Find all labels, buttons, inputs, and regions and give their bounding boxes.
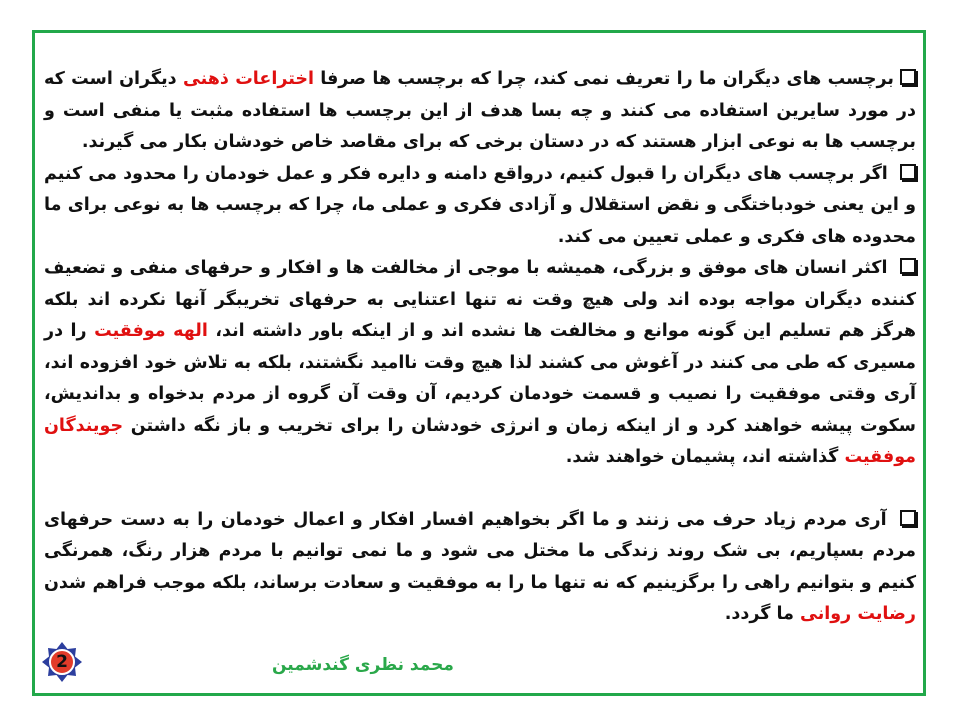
paragraph-2 <box>44 159 916 254</box>
paragraph-1 <box>44 64 916 159</box>
paragraph-3-text-c: گذاشته اند، پشیمان خواهند شد. <box>565 447 845 467</box>
checkbox-bullet-icon <box>900 69 916 85</box>
checkbox-bullet-icon <box>900 258 916 274</box>
page-number: 2 <box>56 652 68 672</box>
paragraph-4-text-b: ما گردد. <box>724 604 801 624</box>
page-number-badge <box>40 640 84 684</box>
checkbox-bullet-icon <box>900 510 916 526</box>
paragraph-3 <box>44 253 916 474</box>
slide-content <box>44 64 916 631</box>
paragraph-4 <box>44 505 916 631</box>
paragraph-3-text-b: را در مسیری که طی می کنند در آغوش می کشند لذا هیچ وقت ناامید نگشتند، بلکه به تلاش خود افزوده اند، آری وقتی موفقیت را نصیب و قسمت خودمان کردیم، آن وقت آن گروه از مردم بدخواه و بداندیش، سکوت پیشه خواهند کرد و از اینکه زمان و انرژی خودشان را برای تخریب و باز نگه داشتن <box>44 321 916 436</box>
paragraph-3-text-a: اکثر انسان های موفق و بزرگی، همیشه با موجی از مخالفت ها و افکار و حرفهای منفی و تضعیف کننده دیگران مواجه بوده اند ولی هیچ وقت نه تنها اعتنایی به حرفهای تخریبگر آنها نکرده اند بلکه هرگز هم تسلیم این گونه موانع و مخالفت ها نشده اند و از اینکه باور داشته اند، <box>44 258 916 341</box>
highlight-mental-inventions: اختراعات ذهنی <box>182 69 314 89</box>
highlight-goddess-of-success: الهه موفقیت <box>94 321 208 341</box>
highlight-mental-satisfaction: رضایت روانی <box>800 604 916 624</box>
paragraph-4-text-a: آری مردم زیاد حرف می زنند و ما اگر بخواهیم افسار افکار و اعمال خودمان را به دست حرفهای مردم بسپاریم، بی شک روند زندگی ما مختل می شود و ما نمی توانیم با مردم هزار رنگ، همرنگی کنیم و بتوانیم راهی را برگزینیم که نه تنها ما را به موفقیت و سعادت برساند، بلکه موجب فراهم شدن <box>44 509 916 593</box>
checkbox-bullet-icon <box>900 164 916 180</box>
paragraph-1-text-a: برچسب های دیگران ما را تعریف نمی کند، چرا که برچسب ها صرفا <box>313 69 894 89</box>
highlight-success-seekers: جویندگان موفقیت <box>44 415 916 467</box>
paragraph-1-text-b: دیگران است که در مورد سایرین استفاده می کنند و چه بسا هدف از این برچسب ها استفاده مثبت یا منفی است و برچسب ها به نوعی ابزار هستند که در دستان برخی که برای مقاصد خاص خودشان بکار می گیرند. <box>44 69 916 152</box>
paragraph-2-text: اگر برچسب های دیگران را قبول کنیم، درواقع دامنه و دایره فکر و عمل خودمان را محدود می کنیم و این یعنی خودباختگی و نقض استقلال و آزادی فکری و عملی ما، چرا که برچسب ها به نوعی برای ما محدوده های فکری و عملی تعیین می کند. <box>44 163 916 247</box>
author-name: محمد نظری گندشمین <box>272 655 454 675</box>
